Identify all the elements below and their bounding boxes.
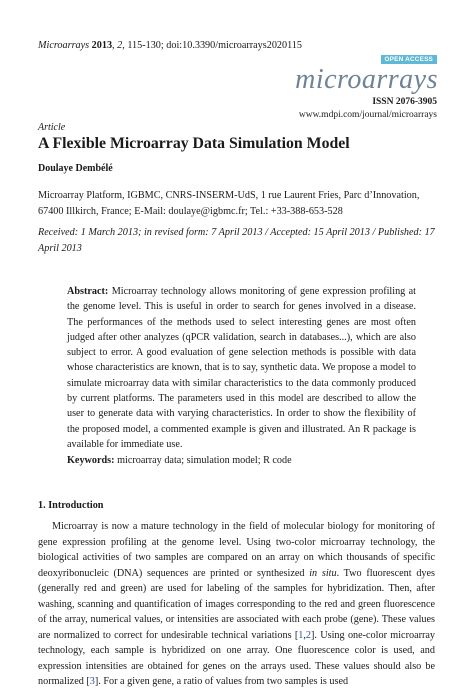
affiliation: Microarray Platform, IGBMC, CNRS-INSERM-UdS, 1 rue Laurent Fries, Parc d’Innovation, 67400 Illkirch, France; E-Mail: doulaye@igbmc.fr; Tel.: +33-388-653-528	[38, 190, 420, 217]
abstract-label: Abstract:	[67, 286, 109, 297]
ref-link-3[interactable]: 3	[89, 676, 95, 687]
abstract	[67, 284, 416, 452]
journal-url[interactable]: www.mdpi.com/journal/microarrays	[298, 110, 437, 120]
keywords-text: microarray data; simulation model; R code	[117, 455, 292, 466]
publication-dates: Received: 1 March 2013; in revised form: 7 April 2013 / Accepted: 15 April 2013 / Published: 17 April 2013	[38, 227, 435, 254]
citation-doi: , 115-130; doi:10.3390/microarrays2020115	[122, 40, 302, 51]
ref-comma: ,	[303, 629, 306, 641]
intro-italic: in situ	[309, 567, 337, 579]
citation-journal: Microarrays	[38, 40, 90, 51]
author: Doulaye Dembélé	[38, 163, 113, 174]
intro-text-3: ]. Using one-color microarray technology, each sample is hybridized on one array. One fluorescence color is used, and expression intensities are obtained for genes on the arrays used. These values should also be normalized [	[38, 629, 435, 687]
open-access-badge: OPEN ACCESS	[381, 55, 437, 64]
citation-year: 2013	[91, 40, 113, 51]
intro-text-1: Microarray is now a mature technology in the field of molecular biology for monitoring of gene expression profiling at the genome level. Using two-color microarray technology, the biological activities of two samples are compared on an array on which thousands of specific deoxyribonucleic (DNA) sequences are printed or synthesized	[38, 521, 435, 579]
keywords	[67, 455, 416, 466]
journal-logo: microarrays	[295, 64, 438, 95]
section-heading: 1. Introduction	[38, 500, 104, 511]
intro-text-2: . Two fluorescent dyes (generally red and green) are used for labeling of the samples for hybridization. Then, after washing, scanning and quantification of images corresponding to the red and green fluorescence of the array, numerical values, or intensities are associated with each probe (gene). These values are normalized to correct for undesirable technical variations [	[38, 567, 436, 641]
ref-link-2[interactable]: 2	[305, 629, 311, 641]
issn: ISSN 2076-3905	[372, 97, 437, 107]
intro-paragraph	[38, 519, 435, 690]
ref-link-1[interactable]: 1	[298, 629, 304, 641]
article-type: Article	[38, 122, 66, 133]
paper-title: A Flexible Microarray Data Simulation Model	[38, 135, 350, 152]
intro-text-4: ]. For a given gene, a ratio of values from two samples is used	[94, 676, 349, 687]
citation-volume: 2	[117, 40, 123, 51]
keywords-label: Keywords:	[67, 455, 115, 466]
abstract-text: Microarray technology allows monitoring of gene expression profiling at the genome level. This is useful in order to search for genes involved in a disease. The performances of the methods used to select interesting genes are most often judged after other analyzes (qPCR validation, search in databases...), which are also subject to error. A good evaluation of gene selection methods is possible with data whose characteristics are known, that is to say, synthetic data. We propose a model to simulate microarray data with similar characteristics to the data commonly produced by current platforms. The parameters used in this model are described to allow the user to generate data with varying characteristics. In order to show the flexibility of the proposed model, a commented example is given and illustrated. An R package is available for immediate use.	[67, 286, 416, 450]
citation-line: Microarrays 2013, 2, 115-130; doi:10.3390/microarrays2020115	[38, 40, 302, 51]
